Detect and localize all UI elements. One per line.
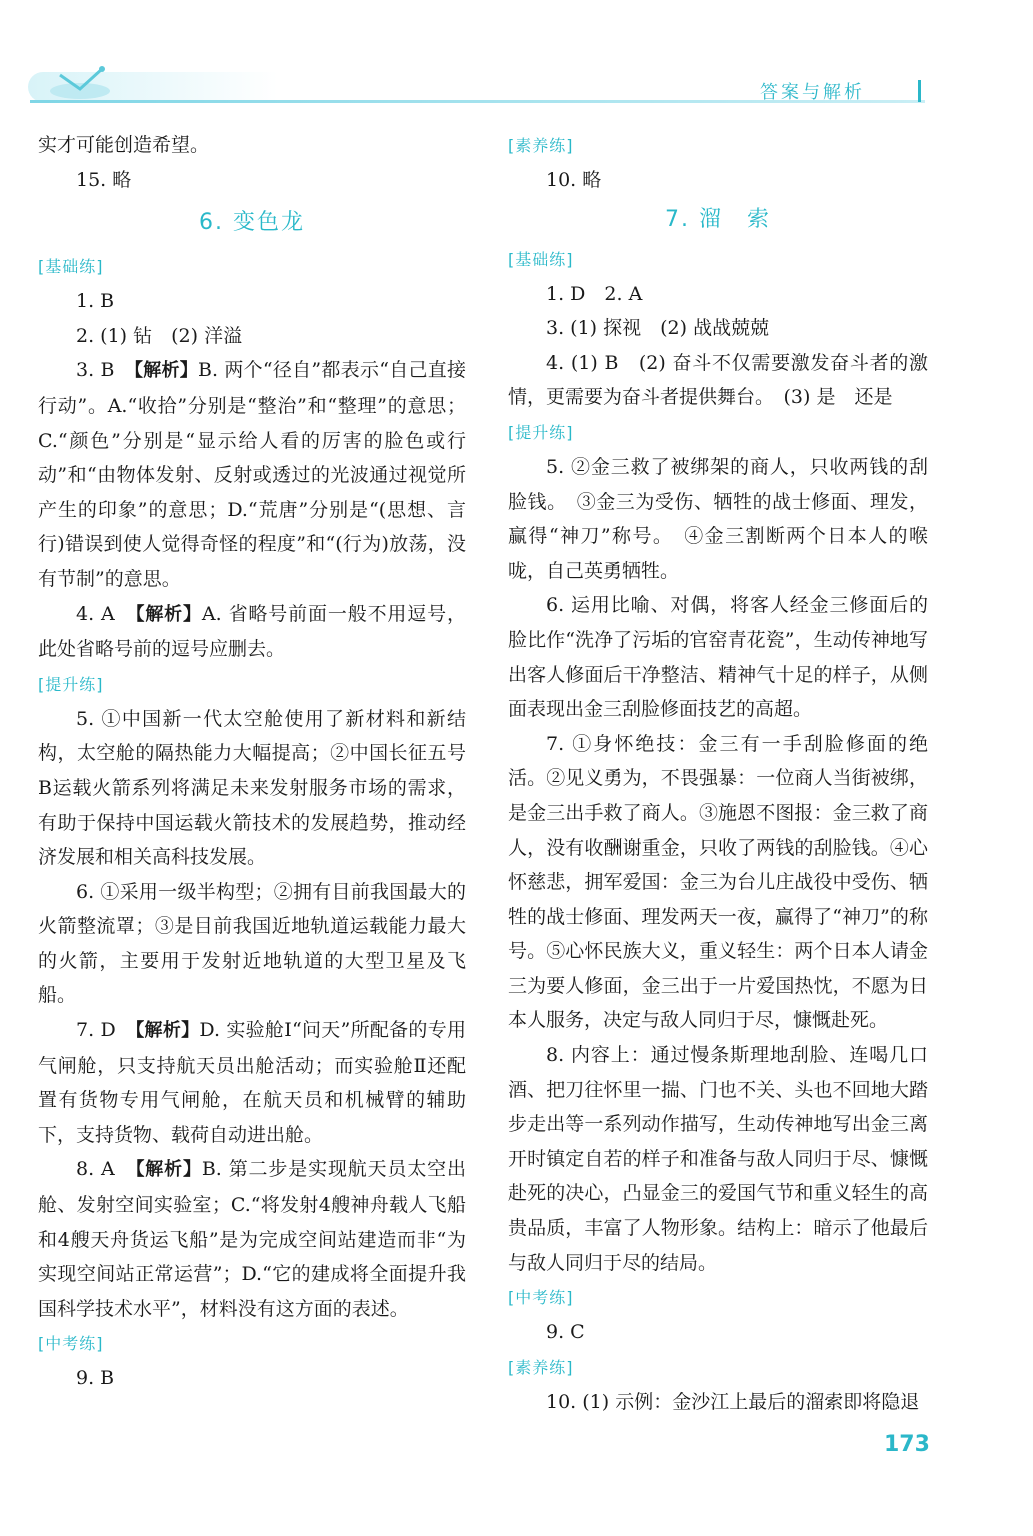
page-header: [0, 0, 1033, 115]
answer-1: 1. B: [76, 290, 115, 313]
tag-improve: [提升练]: [38, 674, 104, 694]
answer-4-body: A. 省略号前面一般不用逗号，此处省略号前的逗号应删去。: [38, 602, 467, 661]
answer-8-head: 8. A: [76, 1158, 136, 1181]
answer-4: [38, 597, 466, 667]
answer-7-body: D. 实验舱Ⅰ“问天”所配备的专用气闸舱，只支持航天员出舱活动；而实验舱Ⅱ还配置有货物专用气闸舱，在航天员和机械臂的辅助下，支持货物、载荷自动进出舱。: [38, 1019, 467, 1146]
answer-3: [38, 353, 466, 596]
tag-literacy: [素养练]: [508, 136, 574, 155]
answer-9: 9. C: [546, 1321, 585, 1344]
right-column: [508, 128, 928, 1419]
answer-1-2: 1. D 2. A: [546, 282, 643, 305]
tag-improve: [提升练]: [508, 422, 574, 442]
analysis-label: 【解析】: [133, 360, 199, 382]
tag-basic: [基础练]: [38, 257, 104, 277]
left-column: [38, 128, 466, 1396]
answer-3-head: 3. B: [76, 359, 134, 382]
analysis-label: 【解析】: [135, 1159, 202, 1181]
answer-7: [38, 1013, 466, 1152]
answer-7-head: 7. D: [76, 1019, 136, 1042]
section-title-6: 6. 变色龙: [199, 210, 305, 236]
section-title-7: 7. 溜 索: [665, 206, 771, 232]
tag-basic: [基础练]: [508, 249, 574, 269]
answer-8: 8. 内容上：通过慢条斯理地刮脸、连喝几口酒、把刀往怀里一揣、门也不关、头也不回地大踏步走出等一系列动作描写，生动传神地写出金三离开时镇定自若的样子和准备与敌人同归于尽、慷慨赴死的决心，凸显金三的爱国气节和重义轻生的高贵品质，丰富了人物形象。结构上：暗示了他最后与敌人同归于尽的结局。: [508, 1044, 928, 1274]
answer-10: 10. 略: [546, 169, 602, 191]
continued-text: 实才可能创造希望。: [38, 134, 210, 156]
logo-icon: [40, 55, 130, 103]
answer-8: [38, 1152, 466, 1326]
header-label: 答案与解析: [760, 82, 865, 103]
analysis-label: 【解析】: [135, 603, 202, 625]
answer-5: 5. ②金三救了被绑架的商人，只收两钱的刮脸钱。 ③金三为受伤、牺牲的战士修面、理发，赢得“神刀”称号。 ④金三割断两个日本人的喉咙，自己英勇牺牲。: [508, 455, 928, 582]
answer-10-b: 10. (1) 示例：金沙江上最后的溜索即将隐退: [546, 1390, 920, 1413]
page-number: 173: [884, 1432, 930, 1457]
answer-15: 15. 略: [76, 168, 132, 191]
analysis-label: 【解析】: [135, 1020, 200, 1042]
answer-6: 6. ①采用一级半构型；②拥有目前我国最大的火箭整流罩；③是目前我国近地轨道运载能力最大的火箭，主要用于发射近地轨道的大型卫星及飞船。: [38, 880, 466, 1007]
answer-4-head: 4. A: [76, 602, 136, 625]
answer-3: 3. (1) 探视 (2) 战战兢兢: [546, 317, 770, 340]
answer-7: 7. ①身怀绝技：金三有一手刮脸修面的绝活。②见义勇为，不畏强暴：一位商人当街被绑，是金三出手救了商人。③施恩不图报：金三救了商人，没有收酬谢重金，只收了两钱的刮脸钱。④心怀慈悲，拥军爱国：金三为台儿庄战役中受伤、牺牲的战士修面、理发两天一夜，赢得了“神刀”的称号。⑤心怀民族大义，重义轻生：两个日本人请金三为要人修面，金三出于一片爱国热忱，不愿为日本人服务，决定与敌人同归于尽，慷慨赴死。: [508, 732, 928, 1032]
header-tick: [918, 80, 921, 102]
tag-exam: [中考练]: [38, 1334, 104, 1354]
answer-9: 9. B: [76, 1367, 115, 1390]
answer-3-body: B. 两个“径自”都表示“自己直接行动”。A.“收拾”分别是“整治”和“整理”的意思；C.“颜色”分别是“显示给人看的厉害的脸色或行动”和“由物体发射、反射或透过的光波通过视觉所产生的印象”的意思；D.“荒唐”分别是“(思想、言行)错误到使人觉得奇怪的程度”和“(行为)放荡，没有节制”的意思。: [38, 359, 467, 590]
answer-2: 2. (1) 钻 (2) 洋溢: [76, 324, 243, 347]
answer-4: 4. (1) B (2) 奋斗不仅需要激发奋斗者的激情，更需要为奋斗者提供舞台。 (3) 是 还是: [508, 351, 928, 409]
tag-exam: [中考练]: [508, 1288, 574, 1308]
answer-6: 6. 运用比喻、对偶，将客人经金三修面后的脸比作“洗净了污垢的官窑青花瓷”，生动传神地写出客人修面后干净整洁、精神气十足的样子，从侧面表现出金三刮脸修面技艺的高超。: [508, 594, 928, 721]
answer-5: 5. ①中国新一代太空舱使用了新材料和新结构，太空舱的隔热能力大幅提高；②中国长征五号B运载火箭系列将满足未来发射服务市场的需求，有助于保持中国运载火箭技术的发展趋势，推动经济发展和相关高科技发展。: [38, 707, 466, 869]
tag-literacy: [素养练]: [508, 1357, 574, 1377]
answer-8-body: B. 第二步是实现航天员太空出舱、发射空间实验室；C.“将发射4艘神舟载人飞船和4艘天舟货运飞船”是为完成空间站建造而非“为实现空间站正常运营”；D.“它的建成将全面提升我国科学技术水平”，材料没有这方面的表述。: [38, 1158, 467, 1320]
